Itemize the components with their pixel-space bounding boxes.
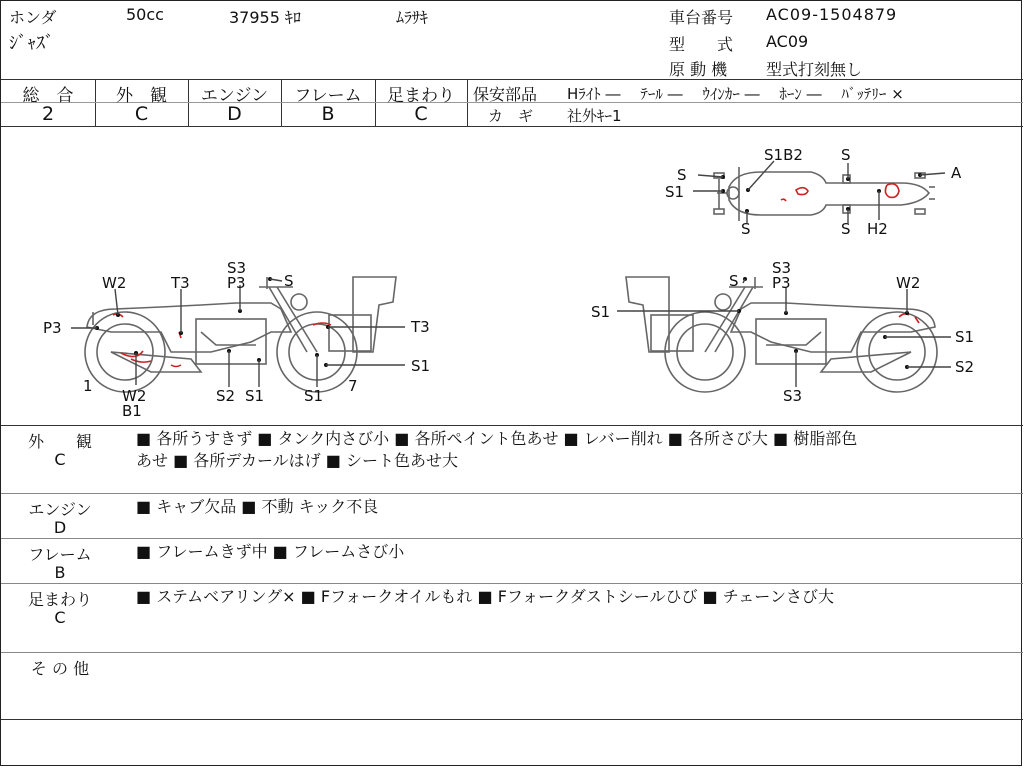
grade-label-frame: フレーム (294, 86, 362, 106)
remark-text-line: ■ フレームきず中 ■ フレームさび小 (136, 542, 405, 561)
divider (1, 493, 1023, 494)
remark-category: 外 観 (27, 432, 92, 451)
remark-category: そ の 他 (30, 659, 90, 678)
tv-s: S (841, 220, 851, 238)
grade-label-overall: 総 合 (22, 86, 74, 106)
remark-text-line: ■ キャブ欠品 ■ 不動 キック不良 (136, 497, 379, 516)
top-view-bike (693, 161, 945, 223)
frame-no-label: 車台番号 (669, 8, 734, 27)
ls-s1: S1 (245, 387, 265, 405)
grade-value-overall: 2 (41, 103, 55, 125)
divider (1, 425, 1023, 426)
divider (1, 583, 1023, 584)
type-value: AC09 (766, 32, 809, 51)
remark-grade: B (54, 563, 66, 582)
ls-w2: W2 (102, 274, 127, 292)
ls-p3: P3 (227, 274, 246, 292)
rs-w2: W2 (896, 274, 921, 292)
displacement: 50cc (126, 5, 164, 24)
type-label: 型 式 (669, 35, 734, 54)
tv-h2: H2 (867, 220, 888, 238)
grade-label-engine: エンジン (200, 86, 269, 106)
rs-s3: S3 (783, 387, 803, 405)
grade-label-exterior: 外 観 (116, 86, 167, 106)
grade-label-suspension: 足まわり (387, 86, 455, 106)
safety-divider (467, 102, 1023, 103)
tv-s: S (841, 146, 851, 164)
divider (1, 538, 1023, 539)
rs-s2: S2 (955, 358, 975, 376)
remark-category: エンジン (28, 500, 92, 519)
ls-b1: B1 (122, 402, 142, 420)
ls-s: S (284, 272, 294, 290)
remark-text-line: あせ ■ 各所デカールはげ ■ シート色あせ大 (136, 451, 458, 470)
divider (1, 719, 1023, 720)
tv-s: S (741, 220, 751, 238)
rs-s1: S1 (955, 328, 975, 346)
rs-p3: P3 (772, 274, 791, 292)
safety-items: Hﾗｲﾄ ― ﾃｰﾙ ― ｳｲﾝｶｰ ― ﾎｰﾝ ― ﾊﾞｯﾃﾘｰ × (567, 85, 904, 103)
ls-s1: S1 (411, 357, 431, 375)
divider (1, 79, 1023, 80)
engine-label: 原 動 機 (669, 60, 728, 79)
remark-grade: C (54, 608, 66, 627)
ls-1: 1 (83, 377, 93, 395)
grade-value-exterior: C (134, 103, 149, 125)
maker: ホンダ (9, 8, 57, 27)
body-color: ﾑﾗｻｷ (396, 8, 429, 27)
remark-category: フレーム (28, 545, 92, 564)
grade-value-engine: D (227, 103, 242, 125)
remark-grade: C (54, 450, 66, 469)
grade-value-suspension: C (414, 103, 428, 125)
remark-text-line: ■ ステムベアリング× ■ Fフォークオイルもれ ■ Fフォークダストシールひび ■ チェーンさび大 (136, 587, 834, 606)
ls-p3: P3 (43, 319, 62, 337)
right-side-bike (617, 277, 951, 392)
key-value: 社外ｷｰ1 (567, 107, 622, 125)
tv-s1: S1 (665, 183, 685, 201)
ls-w2: W2 (122, 387, 147, 405)
rs-s3: S3 (772, 259, 792, 277)
ls-s2: S2 (216, 387, 236, 405)
rs-s1: S1 (591, 303, 611, 321)
remark-text-line: ■ 各所うすきず ■ タンク内さび小 ■ 各所ペイント色あせ ■ レバー削れ ■ 各所さび大 ■ 樹脂部色 (136, 429, 858, 448)
remark-grade: D (53, 518, 67, 537)
tv-s1b2: S1B2 (764, 146, 803, 164)
ls-t3: T3 (171, 274, 190, 292)
rs-s: S (729, 272, 739, 290)
grade-value-frame: B (321, 103, 335, 125)
remark-category: 足まわり (27, 590, 92, 609)
damage-diagram (1, 127, 1023, 425)
ls-s1: S1 (304, 387, 324, 405)
tv-s: S (677, 166, 687, 184)
model-name: ｼﾞｬｽﾞ (9, 33, 54, 54)
left-side-bike (71, 277, 405, 392)
ls-t3: T3 (411, 318, 430, 336)
safety-label: 保安部品 (473, 85, 538, 104)
tv-a: A (951, 164, 962, 182)
ls-s3: S3 (227, 259, 247, 277)
engine-value: 型式打刻無し (766, 60, 863, 79)
divider (1, 652, 1023, 653)
mileage: 37955 ｷﾛ (229, 8, 301, 27)
ls-7: 7 (348, 377, 358, 395)
key-label: カ ギ (488, 107, 534, 125)
frame-no: AC09-1504879 (766, 5, 898, 24)
